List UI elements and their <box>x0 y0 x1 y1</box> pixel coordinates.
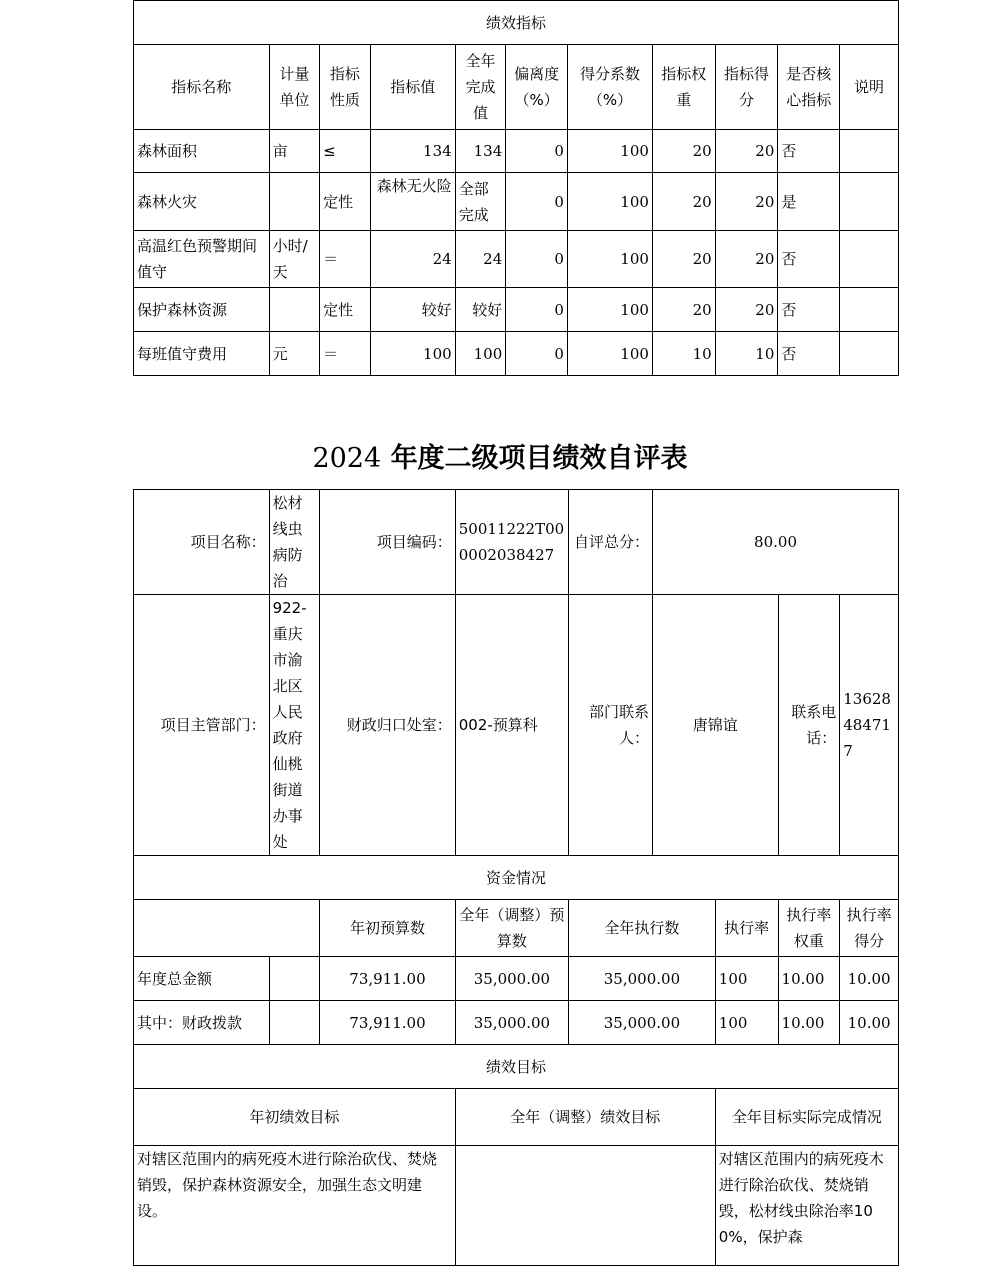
perf-header-row <box>134 45 899 130</box>
cell: 元 <box>269 332 320 376</box>
cell: 100 <box>455 332 506 376</box>
cell: 年度总金额 <box>134 957 270 1001</box>
cell: 20 <box>652 231 715 288</box>
col-header: 指标值 <box>370 45 455 130</box>
dept-value: 922-重庆市渝北区人民政府仙桃街道办事处 <box>269 595 320 856</box>
cell: 100 <box>370 332 455 376</box>
col-header: 年初预算数 <box>320 900 456 957</box>
cell: 是 <box>778 173 840 231</box>
project-row <box>134 490 899 595</box>
cell: 小时/天 <box>269 231 320 288</box>
cell <box>840 332 899 376</box>
col-header: 全年执行数 <box>569 900 716 957</box>
cell: 否 <box>778 231 840 288</box>
cell: 24 <box>370 231 455 288</box>
cell: 20 <box>715 173 778 231</box>
table-row <box>134 288 899 332</box>
col-header: 全年（调整）绩效目标 <box>455 1089 715 1146</box>
funds-header-row <box>134 900 899 957</box>
cell: 100 <box>567 231 652 288</box>
cell: 较好 <box>370 288 455 332</box>
cell: 35,000.00 <box>569 1001 716 1045</box>
cell: 10 <box>715 332 778 376</box>
cell: 20 <box>715 288 778 332</box>
cell: 0 <box>506 231 568 288</box>
actual-completion-text: 对辖区范围内的病死疫木进行除治砍伐、焚烧销毁，松材线虫除治率100%，保护森 <box>715 1146 898 1266</box>
score-label: 自评总分： <box>569 490 653 595</box>
cell: 134 <box>370 130 455 173</box>
cell: 35,000.00 <box>455 1001 568 1045</box>
col-header: 说明 <box>840 45 899 130</box>
col-header: 指标性质 <box>320 45 371 130</box>
table-row <box>134 231 899 288</box>
table-row <box>134 957 899 1001</box>
project-name-label: 项目名称： <box>134 490 270 595</box>
col-header: 执行率权重 <box>778 900 840 957</box>
project-name-value: 松材线虫病防治 <box>269 490 320 595</box>
col-header: 是否核心指标 <box>778 45 840 130</box>
cell: 较好 <box>455 288 506 332</box>
col-header <box>134 900 320 957</box>
cell <box>840 130 899 173</box>
cell: 定性 <box>320 173 371 231</box>
performance-indicator-table <box>133 0 899 376</box>
cell: 保护森林资源 <box>134 288 270 332</box>
finance-label: 财政归口处室： <box>320 595 456 856</box>
cell: 20 <box>715 231 778 288</box>
cell: 0 <box>506 173 568 231</box>
cell: 20 <box>652 173 715 231</box>
cell: ＝ <box>320 231 371 288</box>
cell: 100 <box>567 332 652 376</box>
cell <box>840 173 899 231</box>
cell: 100 <box>567 288 652 332</box>
cell: 100 <box>567 173 652 231</box>
contact-value: 唐锦谊 <box>653 595 778 856</box>
cell: 100 <box>567 130 652 173</box>
table-row <box>134 173 899 231</box>
cell: 20 <box>652 288 715 332</box>
col-header: 执行率得分 <box>840 900 899 957</box>
cell: 定性 <box>320 288 371 332</box>
contact-label: 部门联系人： <box>569 595 653 856</box>
col-header: 指标权重 <box>652 45 715 130</box>
cell: 森林面积 <box>134 130 270 173</box>
col-header: 执行率 <box>715 900 778 957</box>
title-year: 2024 <box>312 443 382 474</box>
cell: 0 <box>506 332 568 376</box>
adjusted-goal-text <box>455 1146 715 1266</box>
cell <box>840 231 899 288</box>
phone-value: 13628484717 <box>840 595 899 856</box>
cell: 20 <box>652 130 715 173</box>
title-text: 年度二级项目绩效自评表 <box>390 443 688 474</box>
col-header: 全年（调整）预算数 <box>455 900 568 957</box>
page-title <box>0 436 1000 475</box>
phone-label: 联系电话： <box>778 595 840 856</box>
project-code-label: 项目编码： <box>320 490 456 595</box>
cell: 每班值守费用 <box>134 332 270 376</box>
col-header: 全年目标实际完成情况 <box>715 1089 898 1146</box>
cell: 全部完成 <box>455 173 506 231</box>
dept-label: 项目主管部门： <box>134 595 270 856</box>
col-header: 指标名称 <box>134 45 270 130</box>
cell: 100 <box>715 1001 778 1045</box>
goals-header-row <box>134 1089 899 1146</box>
cell: 73,911.00 <box>320 1001 456 1045</box>
project-evaluation-table <box>133 489 899 1266</box>
col-header: 指标得分 <box>715 45 778 130</box>
cell: 35,000.00 <box>455 957 568 1001</box>
cell: 否 <box>778 332 840 376</box>
initial-goal-text: 对辖区范围内的病死疫木进行除治砍伐、焚烧销毁，保护森林资源安全，加强生态文明建设。 <box>134 1146 456 1266</box>
cell: 森林火灾 <box>134 173 270 231</box>
cell: 134 <box>455 130 506 173</box>
cell: 10.00 <box>840 1001 899 1045</box>
col-header: 偏离度（%） <box>506 45 568 130</box>
cell <box>269 288 320 332</box>
dept-row <box>134 595 899 856</box>
cell: 0 <box>506 288 568 332</box>
cell: 10.00 <box>840 957 899 1001</box>
cell: 10 <box>652 332 715 376</box>
col-header: 计量单位 <box>269 45 320 130</box>
cell: 否 <box>778 288 840 332</box>
table-row <box>134 1001 899 1045</box>
table-row <box>134 130 899 173</box>
cell: 10.00 <box>778 957 840 1001</box>
cell <box>840 288 899 332</box>
col-header: 得分系数（%） <box>567 45 652 130</box>
cell: ＝ <box>320 332 371 376</box>
finance-value: 002-预算科 <box>455 595 568 856</box>
cell: 0 <box>506 130 568 173</box>
cell: 100 <box>715 957 778 1001</box>
section-header-goals: 绩效目标 <box>134 1045 899 1089</box>
col-header: 年初绩效目标 <box>134 1089 456 1146</box>
table-row <box>134 332 899 376</box>
cell: 20 <box>715 130 778 173</box>
cell <box>269 1001 320 1045</box>
cell <box>269 173 320 231</box>
cell: 其中：财政拨款 <box>134 1001 270 1045</box>
cell: 否 <box>778 130 840 173</box>
cell: 森林无火险 <box>370 173 455 231</box>
goals-row <box>134 1146 899 1266</box>
section-header-perf: 绩效指标 <box>134 1 899 45</box>
cell: ≤ <box>320 130 371 173</box>
cell: 73,911.00 <box>320 957 456 1001</box>
cell: 24 <box>455 231 506 288</box>
cell: 10.00 <box>778 1001 840 1045</box>
cell: 亩 <box>269 130 320 173</box>
cell: 35,000.00 <box>569 957 716 1001</box>
col-header: 全年完成值 <box>455 45 506 130</box>
cell <box>269 957 320 1001</box>
section-header-funds: 资金情况 <box>134 856 899 900</box>
project-code-value: 50011222T000002038427 <box>455 490 568 595</box>
cell: 高温红色预警期间值守 <box>134 231 270 288</box>
score-value: 80.00 <box>653 490 899 595</box>
